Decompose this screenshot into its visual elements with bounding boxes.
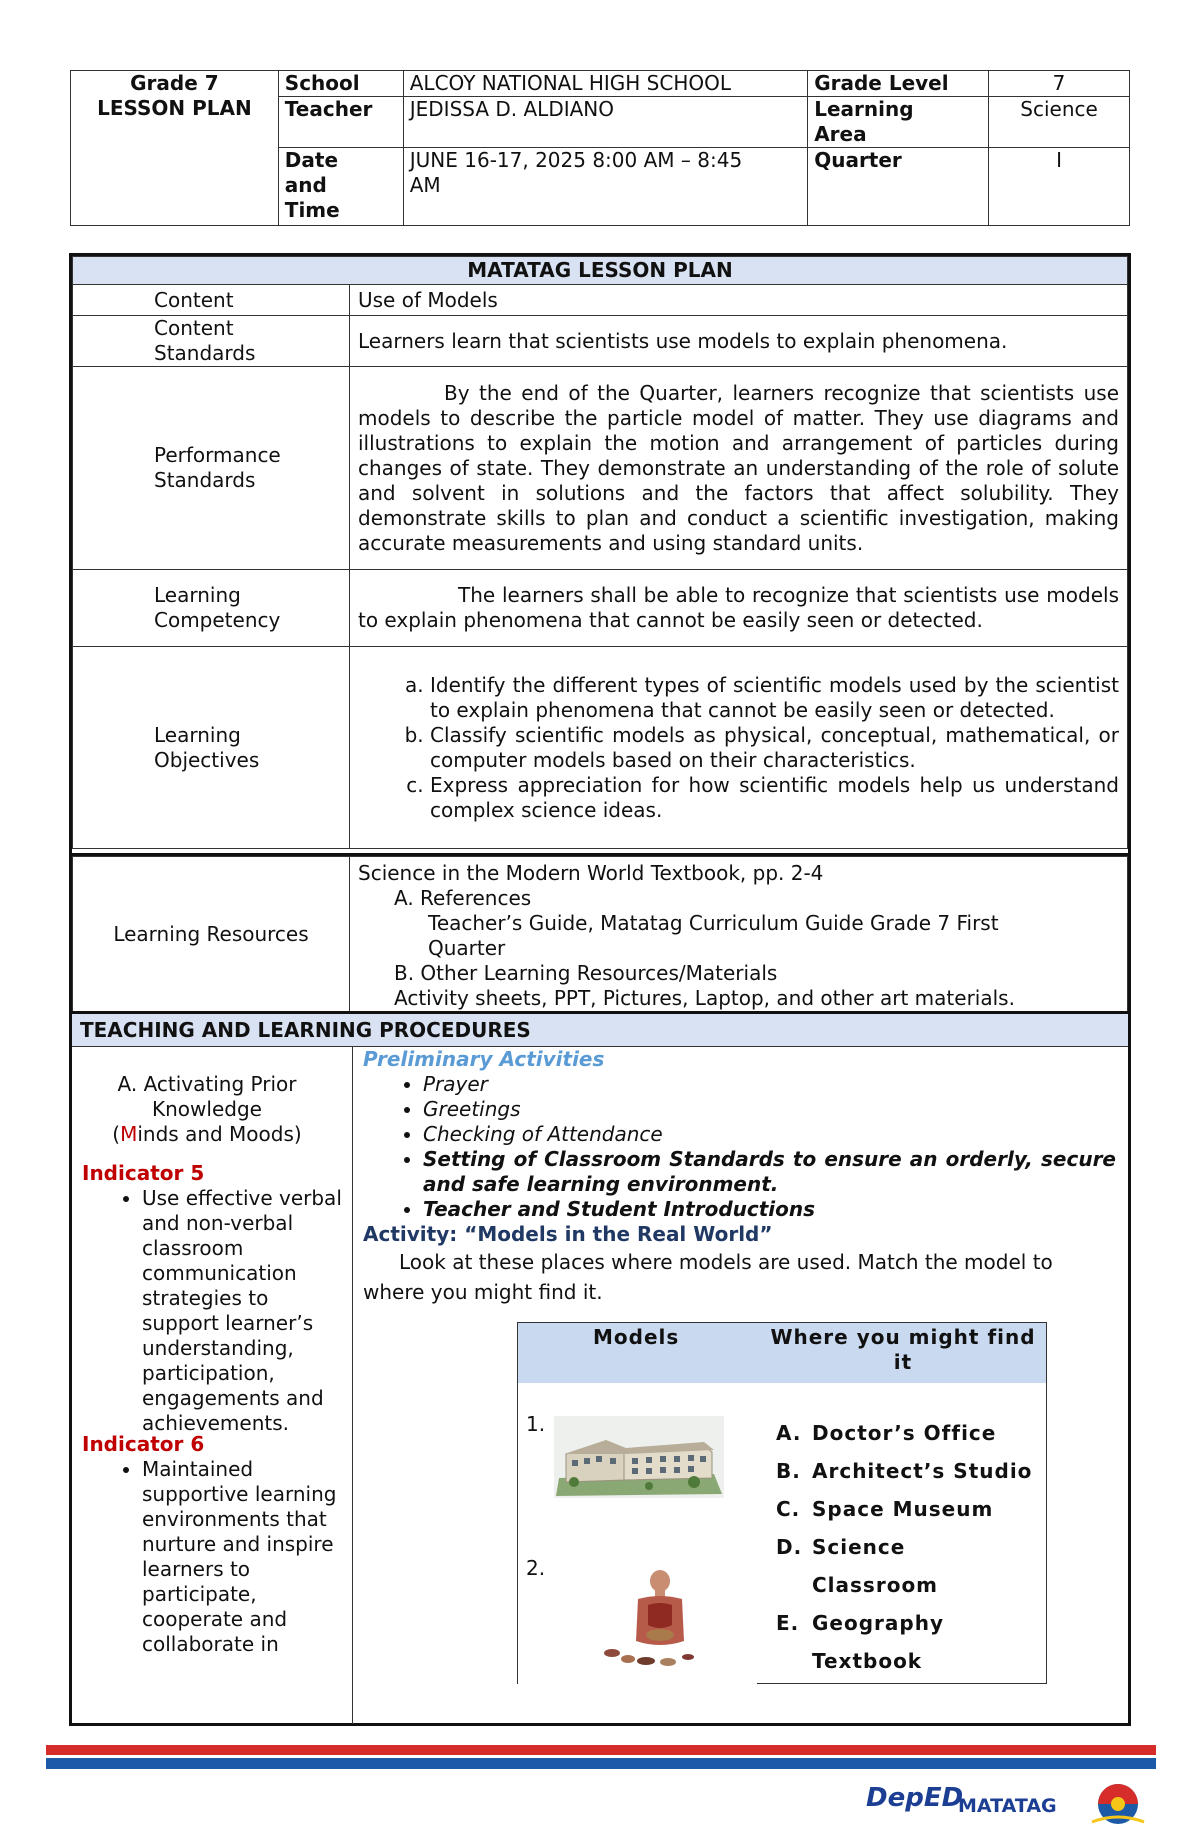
date-label (278, 148, 403, 226)
preliminary-item: • Setting of Classroom Standards to ensure an orderly, secure and safe learning environment. (423, 1147, 1116, 1197)
step-a-line3 (72, 1122, 342, 1147)
option-text: Space Museum (812, 1497, 994, 1521)
preliminary-item: • Greetings (423, 1097, 1116, 1122)
lesson-header-table (70, 70, 1130, 226)
plan-title-cell (71, 71, 279, 226)
objective-item: a. Identify the different types of scientific models used by the scientist to explain phenomena that cannot be easily seen or detected. (430, 673, 1119, 723)
option-d (776, 1528, 1032, 1566)
matching-table (517, 1322, 1047, 1684)
option-e-cont (776, 1642, 1032, 1680)
option-c (776, 1490, 1032, 1528)
performance-standards-value: By the end of the Quarter, learners recognize that scientists use models to describe the particle model of matter. They use diagrams and illustrations to explain the motion and arrangement of particles during changes of state. They demonstrate an understanding of the role of solute and solvent in solutions and the factors that affect solubility. They demonstrate skills to plan and conduct a scientific investigation, making accurate measurements and using standard units. (350, 367, 1128, 570)
where-header-line2: it (893, 1350, 913, 1374)
learning-competency-label (73, 570, 350, 647)
objective-item: c. Express appreciation for how scientific models help us understand complex science ideas. (430, 773, 1119, 823)
date-label-line2: and (284, 173, 327, 197)
date-label-line3: Time (284, 198, 340, 222)
quarter-label: Quarter (808, 148, 989, 226)
date-label-line1: Date (284, 148, 339, 172)
resources-table (72, 856, 1128, 1012)
grade-level-label: Grade Level (808, 71, 989, 97)
option-letter: E. (776, 1611, 800, 1635)
option-text: Textbook (812, 1649, 923, 1673)
building-model-image (554, 1416, 724, 1498)
matching-header (517, 1322, 1047, 1383)
performance-label-line2: Standards (154, 468, 256, 492)
preliminary-list (353, 1072, 1128, 1222)
plan-title: MATATAG LESSON PLAN (73, 257, 1128, 285)
matching-bottom-rule (757, 1683, 1047, 1684)
teaching-title: TEACHING AND LEARNING PROCEDURES (72, 1014, 1128, 1047)
teaching-right-column (353, 1047, 1128, 1724)
model-2-number: 2. (526, 1556, 546, 1580)
learning-area-value: Science (989, 97, 1130, 148)
learning-objectives-value (350, 647, 1128, 849)
content-label: Content (73, 285, 350, 316)
indicator-6-list (72, 1457, 352, 1657)
step-a-line1: A. Activating Prior (117, 1072, 297, 1096)
resources-section (72, 856, 1128, 1012)
minds-initial: M (120, 1122, 138, 1146)
step-a-line2: Knowledge (152, 1097, 262, 1121)
plan-details-section (72, 256, 1128, 849)
option-a (776, 1414, 1032, 1452)
learning-competency-value: The learners shall be able to recognize that scientists use models to explain phenomena that cannot be easily seen or detected. (350, 570, 1128, 647)
objectives-list (358, 673, 1119, 823)
learning-objectives-label (73, 647, 350, 849)
bagong-pilipinas-logo (1082, 1782, 1154, 1828)
deped-logo: DepED (866, 1783, 964, 1813)
teaching-section (72, 1014, 1128, 1726)
quarter-value: I (989, 148, 1130, 226)
indicator-5-list (72, 1186, 352, 1436)
option-letter: D. (776, 1535, 803, 1559)
performance-label-line1: Performance (154, 443, 281, 467)
learning-resources-label: Learning Resources (73, 857, 350, 1012)
matching-body (517, 1383, 1047, 1684)
indicator-5-text: • Use effective verbal and non-verbal classroom communication strategies to support learner’s understanding, participation, engagements and achievements. (142, 1186, 344, 1436)
indicator-6-label: Indicator 6 (82, 1432, 205, 1456)
models-header: Models (593, 1325, 680, 1349)
matatag-lesson-plan (69, 253, 1131, 1726)
option-text: Classroom (812, 1573, 939, 1597)
option-text: Science (812, 1535, 906, 1559)
option-text: Architect’s Studio (812, 1459, 1033, 1483)
objectives-label-line1: Learning (154, 722, 241, 747)
content-standards-label-line2: Standards (154, 341, 256, 365)
anatomy-model-image (598, 1569, 708, 1669)
option-text: Geography (812, 1611, 944, 1635)
teaching-left-column (72, 1047, 353, 1724)
teacher-value: JEDISSA D. ALDIANO (403, 97, 807, 148)
plan-details-table (72, 256, 1128, 849)
footer-logos (860, 1782, 1180, 1830)
objective-item: b. Classify scientific models as physical, conceptual, mathematical, or computer models based on their characteristics. (430, 723, 1119, 773)
content-standards-label-line1: Content (154, 316, 234, 340)
location-options (776, 1414, 1032, 1680)
resources-references-text-2: Quarter (428, 936, 506, 960)
matatag-logo: MATATAG (958, 1795, 1057, 1817)
teacher-label: Teacher (278, 97, 403, 148)
option-letter: A. (776, 1421, 802, 1445)
step-a-heading (72, 1047, 352, 1147)
preliminary-item: • Prayer (423, 1072, 1116, 1097)
content-value: Use of Models (350, 285, 1128, 316)
where-header-line1: Where you might find (770, 1325, 1036, 1349)
date-value-line1: JUNE 16-17, 2025 8:00 AM – 8:45 (409, 148, 743, 172)
competency-label-line1: Learning (154, 583, 241, 607)
resources-other-heading: B. Other Learning Resources/Materials (394, 961, 778, 985)
option-letter: B. (776, 1459, 801, 1483)
indicator-5-label: Indicator 5 (82, 1161, 205, 1185)
option-e (776, 1604, 1032, 1642)
learning-resources-value (350, 857, 1128, 1012)
date-value-line2: AM (409, 173, 441, 197)
grade-level-value: 7 (989, 71, 1130, 97)
activity-instructions: Look at these places where models are used. Match the model to where you might find it. (363, 1250, 1053, 1304)
preliminary-item: • Teacher and Student Introductions (423, 1197, 1116, 1222)
school-label: School (278, 71, 403, 97)
learning-area-label (808, 97, 989, 148)
objectives-label-line2: Objectives (154, 747, 260, 772)
preliminary-title: Preliminary Activities (363, 1047, 605, 1071)
minds-rest: inds and Moods) (137, 1122, 302, 1146)
model-1-number: 1. (526, 1412, 546, 1436)
footer-stripe (46, 1745, 1156, 1769)
option-text: Doctor’s Office (812, 1421, 997, 1445)
school-value: ALCOY NATIONAL HIGH SCHOOL (403, 71, 807, 97)
where-header (768, 1325, 1038, 1375)
content-standards-value: Learners learn that scientists use models to explain phenomena. (350, 316, 1128, 367)
option-letter: C. (776, 1497, 801, 1521)
paren: ( (112, 1122, 121, 1146)
plan-title-line1: Grade 7 (130, 71, 219, 95)
performance-standards-label (73, 367, 350, 570)
learning-area-label-line1: Learning (814, 97, 914, 121)
resources-textbook: Science in the Modern World Textbook, pp. 2-4 (358, 861, 824, 885)
resources-references-heading: A. References (394, 886, 532, 910)
option-d-cont (776, 1566, 1032, 1604)
competency-label-line2: Competency (154, 608, 281, 632)
resources-other-text: Activity sheets, PPT, Pictures, Laptop, and other art materials. (394, 986, 1015, 1010)
option-b (776, 1452, 1032, 1490)
preliminary-item: • Checking of Attendance (423, 1122, 1116, 1147)
activity-title: Activity: “Models in the Real World” (363, 1222, 773, 1246)
plan-title-line2: LESSON PLAN (97, 96, 252, 120)
indicator-6-text: • Maintained supportive learning environments that nurture and inspire learners to participate, cooperate and collaborate in (142, 1457, 344, 1657)
content-standards-label (73, 316, 350, 367)
date-value (403, 148, 807, 226)
resources-references-text-1: Teacher’s Guide, Matatag Curriculum Guide Grade 7 First (428, 911, 999, 935)
learning-area-label-line2: Area (814, 122, 867, 146)
